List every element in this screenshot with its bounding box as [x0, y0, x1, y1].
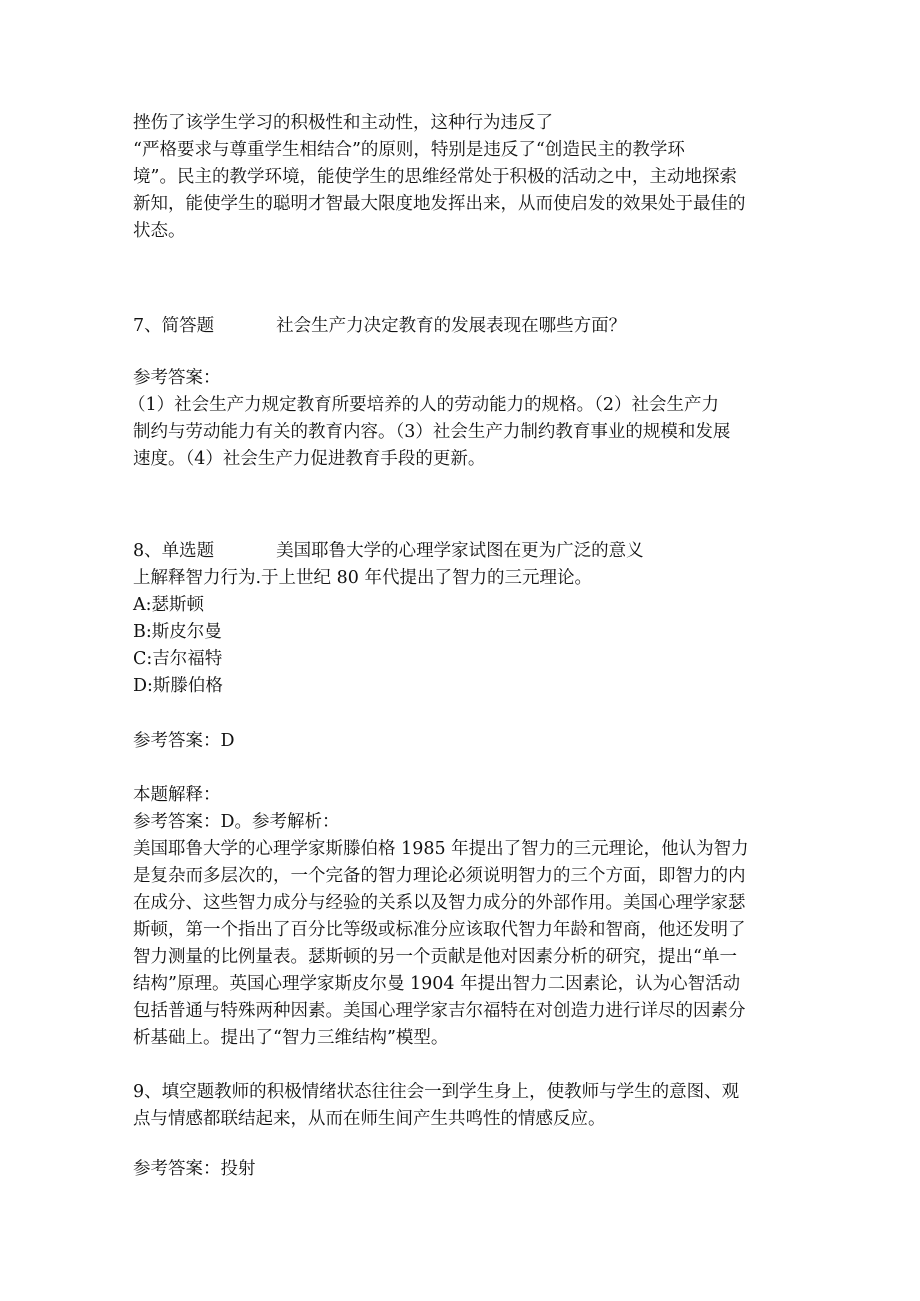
- q8-explain-line-7: 结构”原理。英国心理学家斯皮尔曼 1904 年提出智力二因素论，认为心智活动: [133, 974, 741, 994]
- q7-number: 7、简答题: [133, 316, 215, 336]
- q8-stem-first: 美国耶鲁大学的心理学家试图在更为广泛的意义: [276, 541, 644, 561]
- q6-tail-line-5: 状态。: [133, 221, 186, 241]
- q6-tail-line-2: “严格要求与尊重学生相结合”的原则，特别是违反了“创造民主的教学环: [133, 140, 685, 160]
- q7-answer-line-1: （1）社会生产力规定教育所要培养的人的劳动能力的规格。（2）社会生产力: [128, 395, 720, 415]
- q7-stem: 社会生产力决定教育的发展表现在哪些方面？: [276, 316, 627, 336]
- q9-line-2: 点与情感都联结起来，从而在师生间产生共鸣性的情感反应。: [133, 1109, 606, 1129]
- q6-tail-line-1: 挫伤了该学生学习的积极性和主动性，这种行为违反了: [133, 113, 553, 133]
- q8-option-c: C:吉尔福特: [133, 649, 223, 669]
- q8-explain-line-2: 美国耶鲁大学的心理学家斯滕伯格 1985 年提出了智力的三元理论，他认为智力: [133, 839, 749, 859]
- q8-option-a: A:瑟斯顿: [133, 595, 205, 615]
- q8-option-d: D:斯滕伯格: [133, 676, 223, 696]
- q8-explain-line-6: 智力测量的比例量表。瑟斯顿的另一个贡献是他对因素分析的研究，提出“单一: [133, 947, 737, 967]
- q7-question: [133, 313, 626, 339]
- q8-explain-label: 本题解释：: [133, 785, 221, 805]
- q8-explain-line-9: 析基础上。提出了“智力三维结构”模型。: [133, 1028, 449, 1048]
- q8-explain-line-1: 参考答案：D。参考解析：: [133, 812, 340, 832]
- q8-option-b: B:斯皮尔曼: [133, 622, 222, 642]
- q8-answer: 参考答案：D: [133, 731, 235, 751]
- q7-answer-line-2: 制约与劳动能力有关的教育内容。（3）社会生产力制约教育事业的规模和发展: [133, 422, 731, 442]
- q7-answer-line-3: 速度。（4）社会生产力促进教育手段的更新。: [133, 449, 486, 469]
- q8-stem-second: 上解释智力行为.于上世纪 80 年代提出了智力的三元理论。: [133, 568, 592, 588]
- q9-line-1: 9、填空题教师的积极情绪状态往往会一到学生身上，使教师与学生的意图、观: [133, 1082, 740, 1102]
- q8-explain-line-5: 斯顿，第一个指出了百分比等级或标准分应该取代智力年龄和智商，他还发明了: [133, 920, 746, 940]
- q8-explain-line-4: 在成分、这些智力成分与经验的关系以及智力成分的外部作用。美国心理学家瑟: [133, 893, 746, 913]
- q6-tail-line-4: 新知，能使学生的聪明才智最大限度地发挥出来，从而使启发的效果处于最佳的: [133, 194, 746, 214]
- q9-answer: 参考答案：投射: [133, 1159, 256, 1179]
- q8-question: [133, 538, 644, 564]
- q8-number: 8、单选题: [133, 541, 215, 561]
- q8-explain-line-3: 是复杂而多层次的，一个完备的智力理论必须说明智力的三个方面，即智力的内: [133, 866, 746, 886]
- q8-explain-line-8: 包括普通与特殊两种因素。美国心理学家吉尔福特在对创造力进行详尽的因素分: [133, 1001, 746, 1021]
- q6-tail-line-3: 境”。民主的教学环境，能使学生的思维经常处于积极的活动之中，主动地探索: [133, 167, 737, 187]
- q7-answer-label: 参考答案：: [133, 368, 221, 388]
